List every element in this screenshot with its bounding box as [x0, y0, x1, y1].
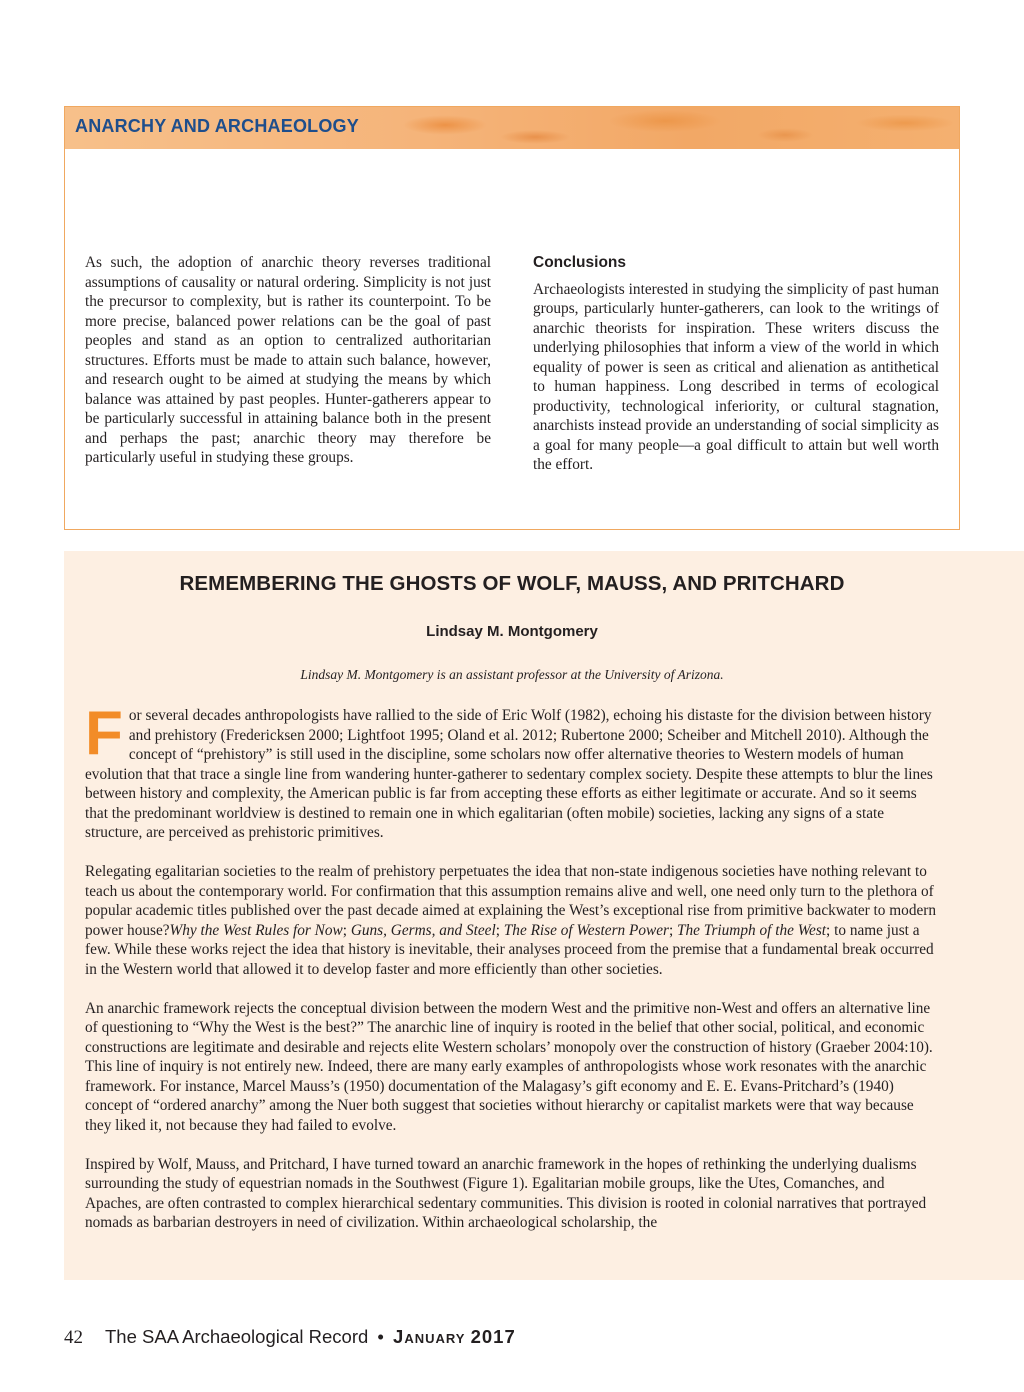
right-column	[533, 253, 939, 475]
issue-year: 2017	[470, 1326, 516, 1347]
drop-cap: F	[85, 699, 123, 768]
section-banner-title: ANARCHY AND ARCHAEOLOGY	[75, 116, 359, 136]
paragraph-4: Inspired by Wolf, Mauss, and Pritchard, I have turned toward an anarchic framework in the hopes of rethinking the underlying dualisms surrounding the study of equestrian nomads in the Southwest (Figure 1). Egalitarian mobile groups, like the Utes, Comanches, and Apaches, are often contrasted to complex hierarchical sedentary communities. This division is rooted in colonial narratives that portrayed nomads as barbarian destroyers in need of civilization. Within archaeological scholarship, the	[85, 1155, 927, 1231]
book-title-1: Why the West Rules for Now	[169, 921, 343, 939]
book-title-4: The Triumph of the West	[677, 921, 827, 939]
page-number: 42	[64, 1327, 83, 1348]
article-section	[64, 551, 1024, 1280]
article-author: Lindsay M. Montgomery	[426, 623, 598, 640]
paragraph-3: An anarchic framework rejects the conceptual division between the modern West and the primitive non-West and offers an alternative line of questioning to “Why the West is the best?” The anarchic line of inquiry is rooted in the belief that other social, political, and economic constructions are legitimate and desirable and rejects elite Western scholars’ monopoly over the construction of history (Graeber 2004:10). This line of inquiry is not entirely new. Indeed, there are many early examples of anthropologists whose work resonates with the anarchic framework. For instance, Marcel Mauss’s (1950) documentation of the Malagasy’s gift economy and E. E. Evans-Pritchard’s (1940) concept of “ordered anarchy” among the Nuer both suggest that societies without hierarchy or capitalist markets were that way because they liked it, not because they had failed to evolve.	[85, 999, 933, 1134]
page-footer	[64, 1326, 516, 1352]
book-title-2: Guns, Germs, and Steel	[350, 921, 496, 939]
conclusions-text: Archaeologists interested in studying the simplicity of past human groups, particularly hunter-gatherers, can look to the writings of anarchic theorists for inspiration. These writers discuss the underlying philosophies that inform a view of the world in which equality of power is seen as critical and alienation as antithetical to human happiness. Long described in terms of ecological productivity, technological inferiority, or cultural stagnation, anarchists instead provide an understanding of social simplicity as a goal for many people—a goal difficult to attain but well worth the effort.	[533, 280, 939, 473]
article-body	[85, 699, 939, 1252]
paragraph-1-text: or several decades anthropologists have rallied to the side of Eric Wolf (1982), echoing his distaste for the division between history and prehistory (Fredericksen 2000; Lightfoot 1995; Oland et al. 2012; Rubertone 2000; Scheiber and Mitchell 2010). Although the concept of “prehistory” is still used in the discipline, some scholars now offer alternative theories to Western models of human evolution that that trace a single line from wandering hunter-gatherer to sedentary complex society. Despite these attempts to blur the lines between history and complexity, the American public is far from accepting these efforts as either legitimate or accurate. And so it seems that the predominant worldview is destined to remain one in which egalitarian (often mobile) societies, lacking any signs of a state structure, are perceived as prehistoric primitives.	[85, 707, 933, 841]
left-column-text: As such, the adoption of anarchic theory reverses traditional assumptions of causality or natural ordering. Simplicity is not just the precursor to complexity, but is rather its counterpoint. To be more precise, balanced power relations can be the goal of past peoples and stand as an option to centralized authoritarian structures. Efforts must be made to attain such balance, however, and research ought to be aimed at studying the means by which balance was attained by past peoples. Hunter-gatherers appear to be particularly successful in attaining balance both in the present and perhaps the past; anarchic theory may therefore be particularly useful in studying these groups.	[85, 254, 491, 466]
separator: ;	[342, 921, 351, 939]
article-title: REMEMBERING THE GHOSTS OF WOLF, MAUSS, AND PRITCHARD	[179, 572, 845, 595]
paragraph-1	[85, 699, 939, 843]
author-affiliation: Lindsay M. Montgomery is an assistant professor at the University of Arizona.	[300, 667, 724, 682]
separator: ;	[495, 921, 504, 939]
anarchy-archaeology-box	[64, 106, 960, 530]
separator: ;	[668, 921, 678, 939]
paragraph-2-text-b: ; to name just a few. While these works reject the idea that history is inevitable, their analyses proceed from the premise that a fundamental break occurred in the Western world that allowed it to develop faster and more efficiently than other societies.	[85, 921, 934, 978]
issue-month: January	[393, 1326, 466, 1347]
section-banner	[65, 107, 959, 149]
conclusions-heading: Conclusions	[533, 254, 627, 271]
journal-name: The SAA Archaeological Record	[105, 1326, 369, 1347]
paragraph-2	[85, 862, 939, 979]
bullet-separator: •	[377, 1326, 384, 1347]
book-title-3: The Rise of Western Power	[503, 921, 669, 939]
paragraph-2-text-a: Relegating egalitarian societies to the realm of prehistory perpetuates the idea that non-state indigenous societies have nothing relevant to teach us about the contemporary world. For confirmation that this assumption remains alive and well, one need only turn to the plethora of popular academic titles published over the past decade aimed at explaining the West’s exceptional rise from primitive backwater to modern power house?	[85, 863, 937, 939]
